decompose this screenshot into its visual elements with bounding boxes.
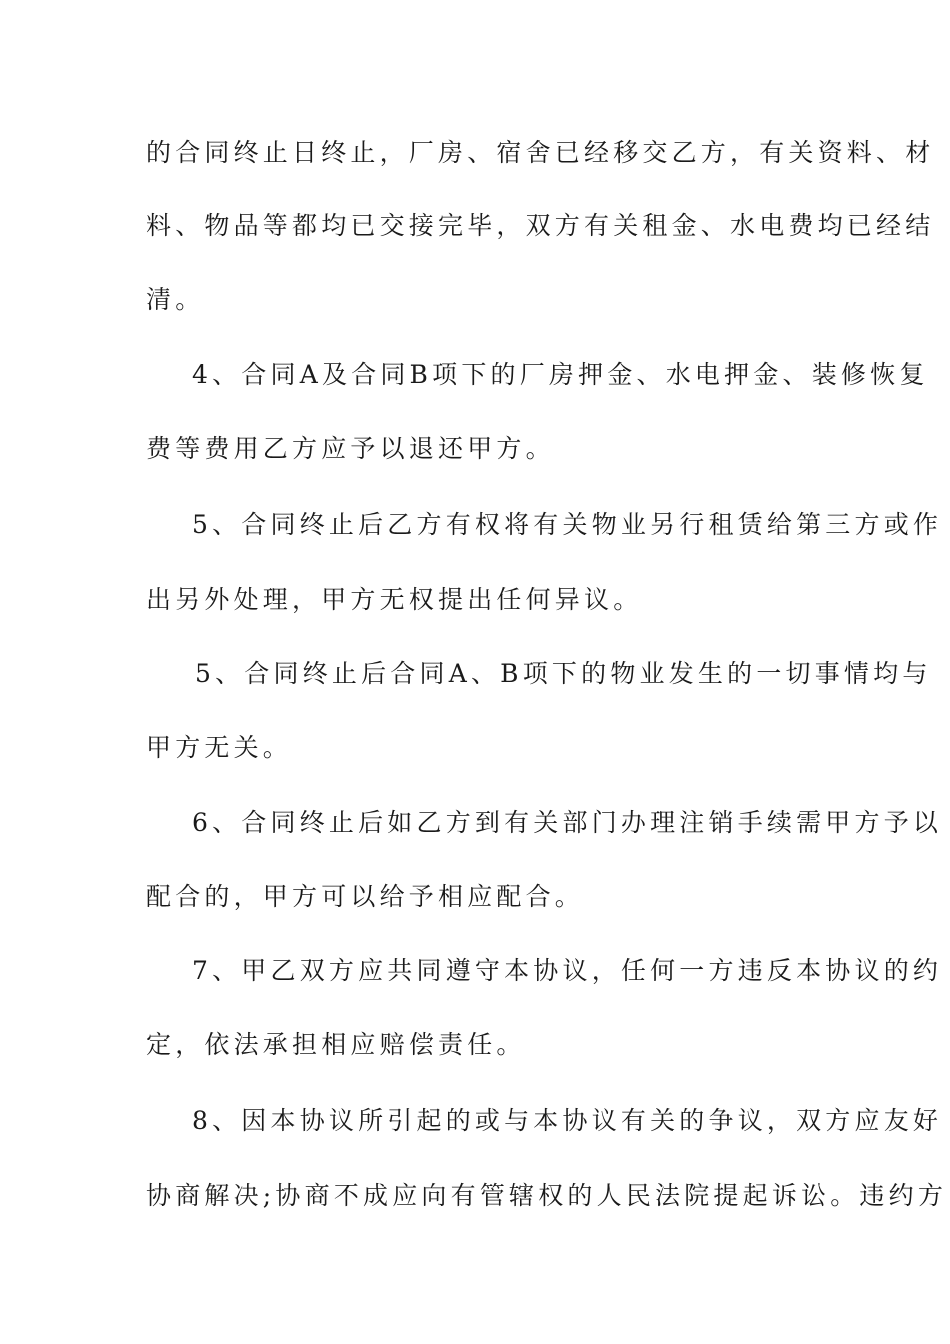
paragraph-5b-line: 5、合同终止后合同A、B项下的物业发生的一切事情均与	[195, 659, 932, 688]
paragraph-8-line: 8、因本协议所引起的或与本协议有关的争议，双方应友好	[192, 1106, 943, 1135]
paragraph-6-line: 6、合同终止后如乙方到有关部门办理注销手续需甲方予以	[192, 808, 943, 837]
paragraph-7-line: 7、甲乙双方应共同遵守本协议，任何一方违反本协议的约	[192, 956, 943, 985]
paragraph-5-line: 5、合同终止后乙方有权将有关物业另行租赁给第三方或作	[192, 510, 943, 539]
text-line: 清。	[146, 285, 205, 314]
text-line: 料、物品等都均已交接完毕，双方有关租金、水电费均已经结	[146, 211, 935, 240]
text-line: 协商解决;协商不成应向有管辖权的人民法院提起诉讼。违约方	[146, 1181, 948, 1210]
text-line: 定，依法承担相应赔偿责任。	[146, 1030, 526, 1059]
paragraph-4-line: 4、合同A及合同B项下的厂房押金、水电押金、装修恢复	[192, 360, 929, 389]
text-line: 的合同终止日终止，厂房、宿舍已经移交乙方，有关资料、材	[146, 138, 935, 167]
text-line: 配合的，甲方可以给予相应配合。	[146, 882, 585, 911]
text-line: 出另外处理，甲方无权提出任何异议。	[146, 585, 643, 614]
text-line: 费等费用乙方应予以退还甲方。	[146, 434, 555, 463]
text-line: 甲方无关。	[146, 733, 293, 762]
